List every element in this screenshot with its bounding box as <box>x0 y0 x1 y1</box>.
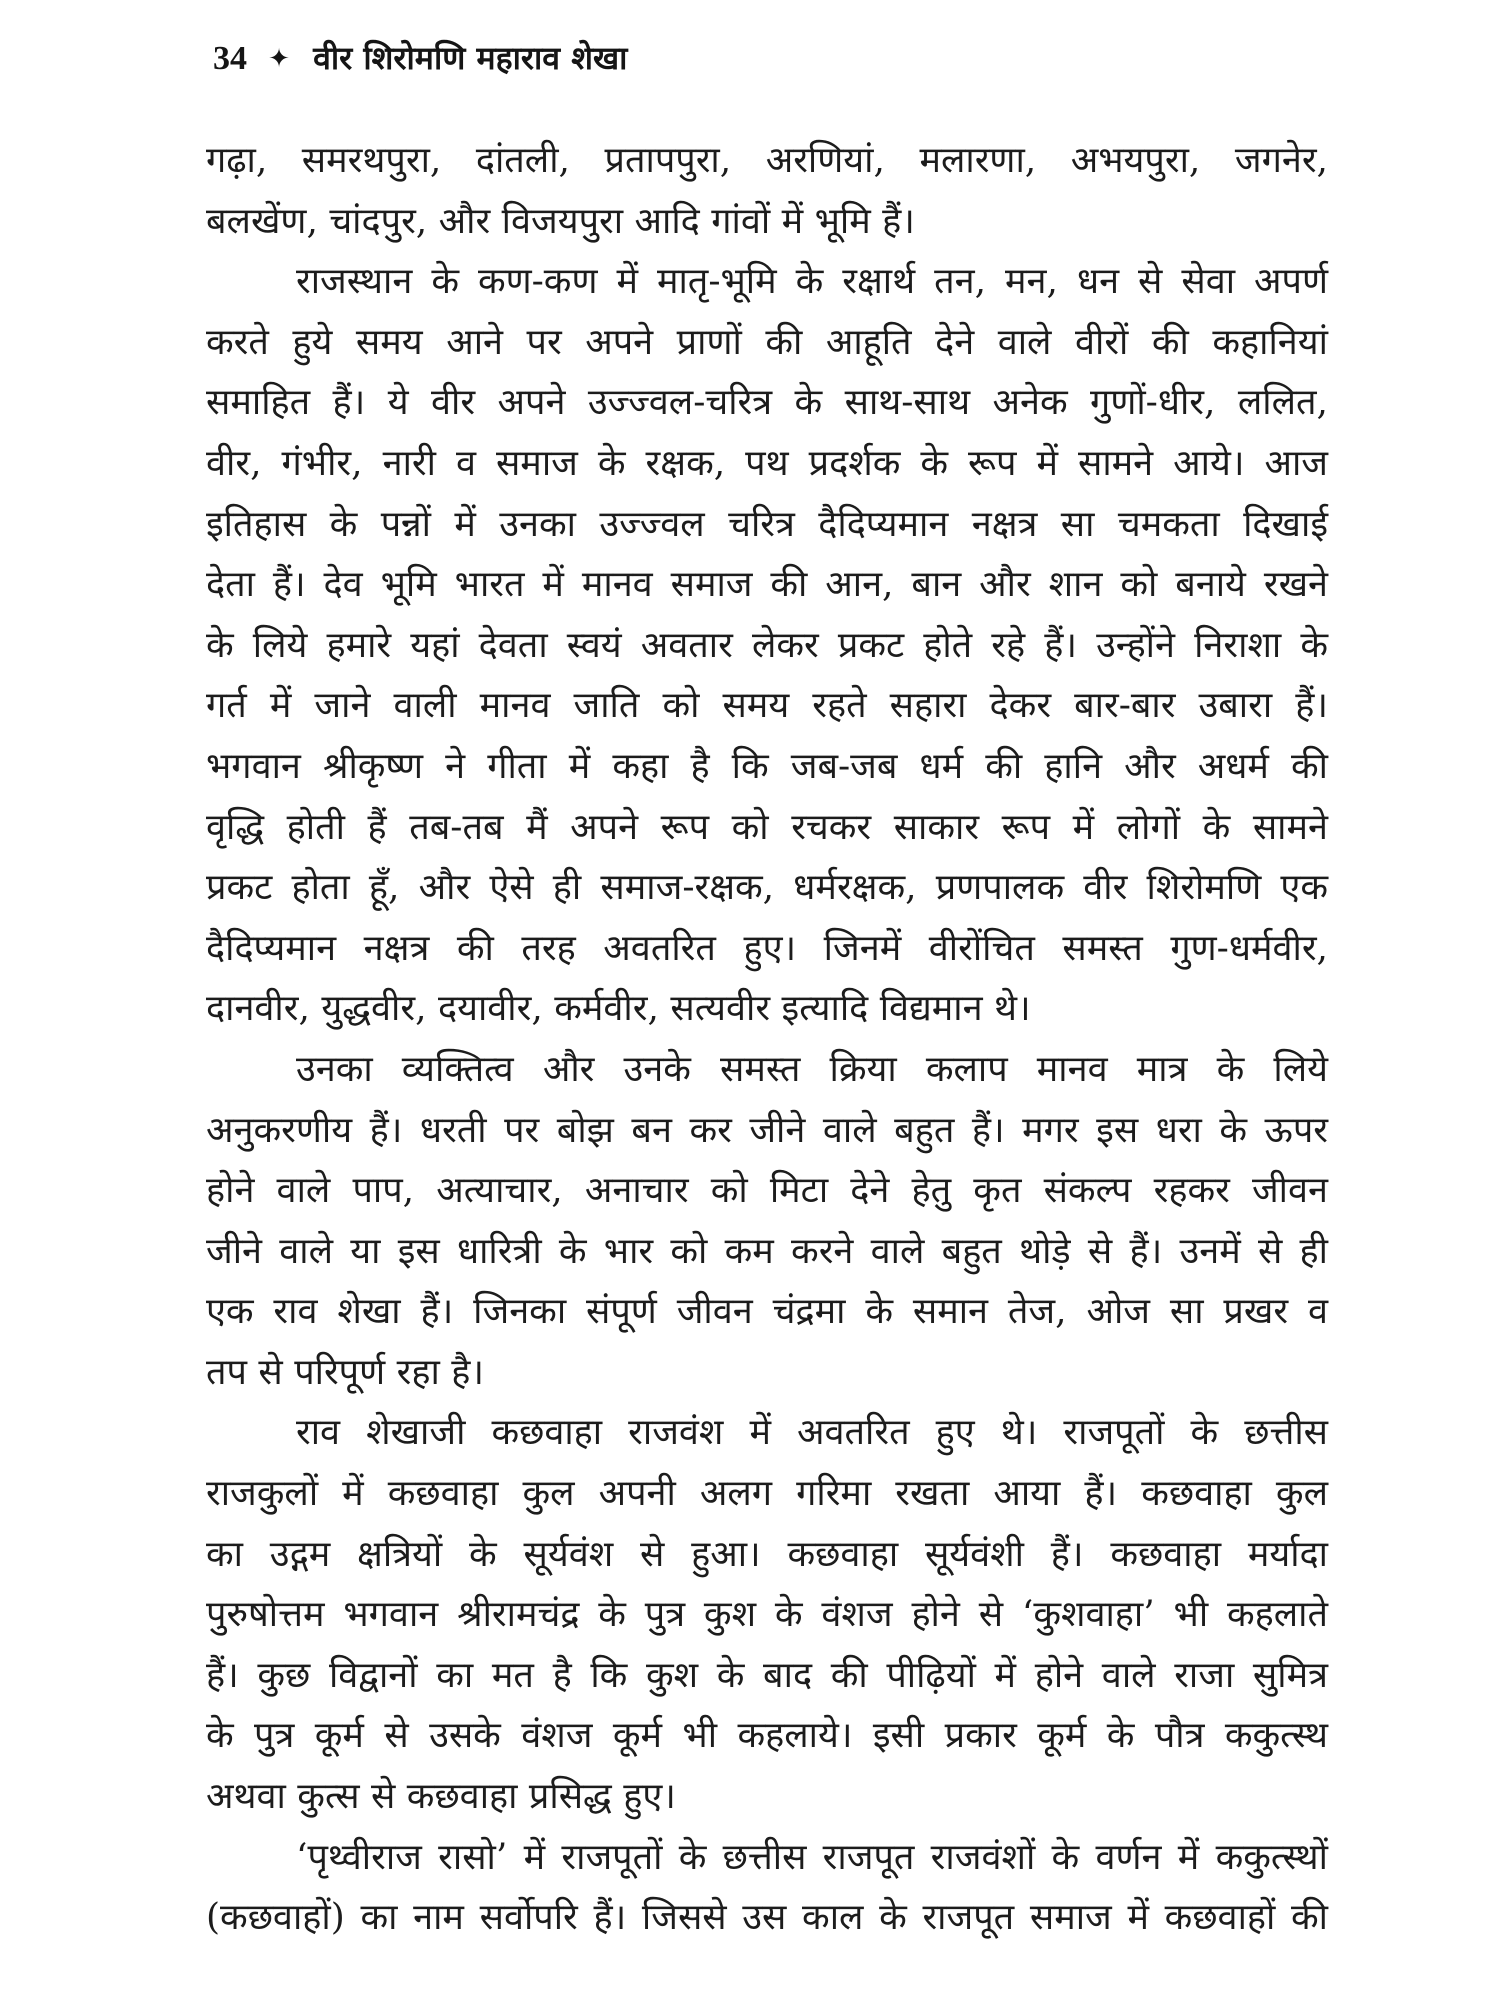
text-line: गढ़ा, समरथपुरा, दांतली, प्रतापपुरा, अरणियां, मलारणा, अभयपुरा, जगनेर, <box>206 140 1328 181</box>
text-line: प्रकट होता हूँ, और ऐसे ही समाज-रक्षक, धर्मरक्षक, प्रणपालक वीर शिरोमणि एक <box>206 867 1328 909</box>
paragraph <box>206 252 1328 1040</box>
running-header <box>213 36 627 80</box>
text-line: वीर, गंभीर, नारी व समाज के रक्षक, पथ प्रदर्शक के रूप में सामने आये। आज <box>206 442 1328 484</box>
text-line: इतिहास के पन्नों में उनका उज्ज्वल चरित्र दैदिप्यमान नक्षत्र सा चमकता दिखाई <box>206 503 1328 545</box>
four-point-star-icon: ✦ <box>268 44 290 74</box>
text-line: ‘पृथ्वीराज रासो’ में राजपूतों के छत्तीस राजपूत राजवंशों के वर्णन में ककुत्स्थों <box>296 1836 1328 1878</box>
text-line: दैदिप्यमान नक्षत्र की तरह अवतरित हुए। जिनमें वीरोंचित समस्त गुण-धर्मवीर, <box>206 927 1328 969</box>
text-line: अथवा कुत्स से कछवाहा प्रसिद्ध हुए। <box>206 1776 676 1818</box>
text-line: उनका व्यक्तित्व और उनके समस्त क्रिया कलाप मानव मात्र के लिये <box>296 1048 1328 1090</box>
book-title: वीर शिरोमणि महाराव शेखा <box>313 39 628 77</box>
text-line: बलखेंण, चांदपुर, और विजयपुरा आदि गांवों में भूमि हैं। <box>206 200 915 242</box>
text-line: होने वाले पाप, अत्याचार, अनाचार को मिटा देने हेतु कृत संकल्प रहकर जीवन <box>206 1170 1328 1212</box>
text-line: तप से परिपूर्ण रहा है। <box>206 1351 484 1393</box>
text-line: एक राव शेखा हैं। जिनका संपूर्ण जीवन चंद्रमा के समान तेज, ओज सा प्रखर व <box>206 1291 1328 1333</box>
text-line: हैं। कुछ विद्वानों का मत है कि कुश के बाद की पीढ़ियों में होने वाले राजा सुमित्र <box>206 1654 1328 1696</box>
paragraph <box>206 1403 1328 1827</box>
text-line: समाहित हैं। ये वीर अपने उज्ज्वल-चरित्र के साथ-साथ अनेक गुणों-धीर, ललित, <box>206 382 1328 424</box>
text-line: करते हुये समय आने पर अपने प्राणों की आहूति देने वाले वीरों की कहानियां <box>206 321 1328 363</box>
text-line: अनुकरणीय हैं। धरती पर बोझ बन कर जीने वाले बहुत हैं। मगर इस धरा के ऊपर <box>206 1109 1328 1151</box>
text-line: भगवान श्रीकृष्ण ने गीता में कहा है कि जब-जब धर्म की हानि और अधर्म की <box>206 745 1328 787</box>
text-line: के लिये हमारे यहां देवता स्वयं अवतार लेकर प्रकट होते रहे हैं। उन्होंने निराशा के <box>206 624 1328 666</box>
text-line: के पुत्र कूर्म से उसके वंशज कूर्म भी कहलाये। इसी प्रकार कूर्म के पौत्र ककुत्स्थ <box>206 1715 1328 1757</box>
text-line: पुरुषोत्तम भगवान श्रीरामचंद्र के पुत्र कुश के वंशज होने से ‘कुशवाहा’ भी कहलाते <box>206 1594 1328 1636</box>
text-line: दानवीर, युद्धवीर, दयावीर, कर्मवीर, सत्यवीर इत्यादि विद्यमान थे। <box>206 988 1031 1030</box>
body-text <box>206 131 1328 1949</box>
text-line: (कछवाहों) का नाम सर्वोपरि हैं। जिससे उस काल के राजपूत समाज में कछवाहों की <box>206 1897 1328 1939</box>
text-line: राजस्थान के कण-कण में मातृ-भूमि के रक्षार्थ तन, मन, धन से सेवा अपर्ण <box>296 261 1328 303</box>
paragraph-continued <box>206 131 1328 252</box>
paragraph <box>206 1828 1328 1949</box>
text-line: गर्त में जाने वाली मानव जाति को समय रहते सहारा देकर बार-बार उबारा हैं। <box>206 685 1328 727</box>
text-line: राजकुलों में कछवाहा कुल अपनी अलग गरिमा रखता आया हैं। कछवाहा कुल <box>206 1473 1328 1515</box>
text-line: राव शेखाजी कछवाहा राजवंश में अवतरित हुए थे। राजपूतों के छत्तीस <box>296 1412 1328 1454</box>
text-line: वृद्धि होती हैं तब-तब मैं अपने रूप को रचकर साकार रूप में लोगों के सामने <box>206 806 1328 848</box>
text-line: देता हैं। देव भूमि भारत में मानव समाज की आन, बान और शान को बनाये रखने <box>206 564 1328 606</box>
page-number: 34 <box>213 40 247 77</box>
text-line: का उद्गम क्षत्रियों के सूर्यवंश से हुआ। कछवाहा सूर्यवंशी हैं। कछवाहा मर्यादा <box>206 1533 1328 1575</box>
paragraph <box>206 1040 1328 1404</box>
text-line: जीने वाले या इस धारित्री के भार को कम करने वाले बहुत थोड़े से हैं। उनमें से ही <box>206 1230 1328 1272</box>
